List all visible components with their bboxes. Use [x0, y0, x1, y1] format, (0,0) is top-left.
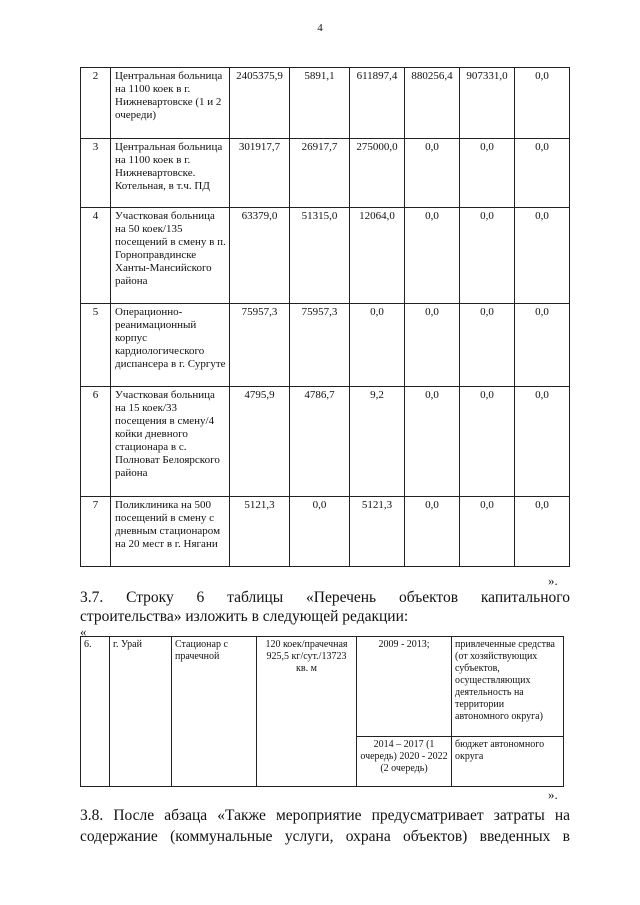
cell-value: 880256,4	[405, 68, 460, 139]
object-name: Поликлиника на 500 посещений в смену с дневным стационаром на 20 мест в г. Нягани	[111, 497, 230, 567]
cell-value: 0,0	[405, 304, 460, 387]
cell-value: 0,0	[405, 139, 460, 208]
table-row	[81, 497, 570, 567]
capacity-cell: 120 коек/прачечная 925,5 кг/сут./13723 кв. м	[257, 637, 357, 787]
cell-value: 51315,0	[290, 208, 350, 304]
paragraph-3-8-line-2: содержание (коммунальные услуги, охрана объектов) введенных в	[80, 828, 570, 845]
row-number: 7	[81, 497, 111, 567]
table-row	[81, 139, 570, 208]
cell-value: 75957,3	[290, 304, 350, 387]
object-name: Участковая больница на 15 коек/33 посещения в смену/4 койки дневного стационара в с. Полноват Белоярского района	[111, 387, 230, 497]
capital-objects-table	[80, 67, 570, 567]
cell-value: 63379,0	[230, 208, 290, 304]
object-name: Центральная больница на 1100 коек в г. Нижневартовске (1 и 2 очереди)	[111, 68, 230, 139]
row-number: 6.	[81, 637, 110, 787]
object-name: Операционно-реанимационный корпус кардиологического диспансера в г. Сургуте	[111, 304, 230, 387]
paragraph-3-8-line-1: 3.8. После абзаца «Также мероприятие предусматривает затраты на	[80, 807, 570, 824]
cell-value: 75957,3	[230, 304, 290, 387]
cell-value: 0,0	[405, 497, 460, 567]
table-row	[81, 68, 570, 139]
cell-value: 611897,4	[350, 68, 405, 139]
cell-value: 0,0	[460, 387, 515, 497]
cell-value: 0,0	[290, 497, 350, 567]
cell-value: 907331,0	[460, 68, 515, 139]
cell-value: 5121,3	[230, 497, 290, 567]
cell-value: 5121,3	[350, 497, 405, 567]
cell-value: 26917,7	[290, 139, 350, 208]
table-row	[81, 637, 564, 737]
cell-value: 4795,9	[230, 387, 290, 497]
cell-value: 9,2	[350, 387, 405, 497]
cell-value: 0,0	[460, 139, 515, 208]
row-number: 2	[81, 68, 111, 139]
cell-value: 0,0	[460, 304, 515, 387]
table-row	[81, 387, 570, 497]
opening-quote: «	[80, 624, 87, 639]
cell-value: 0,0	[515, 387, 570, 497]
city-cell: г. Урай	[110, 637, 172, 787]
cell-value: 0,0	[515, 139, 570, 208]
period-cell: 2009 - 2013;	[357, 637, 452, 737]
closing-quote: ».	[548, 573, 558, 588]
cell-value: 4786,7	[290, 387, 350, 497]
cell-value: 2405375,9	[230, 68, 290, 139]
table-row	[81, 304, 570, 387]
object-cell: Стационар с прачечной	[172, 637, 257, 787]
row-number: 5	[81, 304, 111, 387]
cell-value: 0,0	[405, 208, 460, 304]
row-number: 4	[81, 208, 111, 304]
page-number: 4	[317, 22, 323, 34]
table-row	[81, 208, 570, 304]
row-number: 3	[81, 139, 111, 208]
cell-value: 5891,1	[290, 68, 350, 139]
closing-quote: ».	[548, 787, 558, 802]
cell-value: 0,0	[515, 304, 570, 387]
cell-value: 275000,0	[350, 139, 405, 208]
cell-value: 0,0	[460, 497, 515, 567]
funding-source-cell: бюджет автономного округа	[452, 737, 564, 787]
cell-value: 0,0	[515, 497, 570, 567]
period-cell: 2014 – 2017 (1 очередь) 2020 - 2022 (2 очередь)	[357, 737, 452, 787]
cell-value: 0,0	[515, 68, 570, 139]
object-name: Центральная больница на 1100 коек в г. Нижневартовске. Котельная, в т.ч. ПД	[111, 139, 230, 208]
cell-value: 0,0	[460, 208, 515, 304]
cell-value: 301917,7	[230, 139, 290, 208]
cell-value: 0,0	[515, 208, 570, 304]
cell-value: 0,0	[350, 304, 405, 387]
paragraph-3-7-line-1: 3.7. Строку 6 таблицы «Перечень объектов капитального	[80, 589, 570, 606]
cell-value: 0,0	[405, 387, 460, 497]
cell-value: 12064,0	[350, 208, 405, 304]
replacement-row-table	[80, 636, 564, 787]
funding-source-cell: привлеченные средства (от хозяйствующих субъектов, осуществляющих деятельность на территории автономного округа)	[452, 637, 564, 737]
row-number: 6	[81, 387, 111, 497]
object-name: Участковая больница на 50 коек/135 посещений в смену в п. Горноправдинске Ханты-Мансийского района	[111, 208, 230, 304]
paragraph-3-7-line-2: строительства» изложить в следующей редакции:	[80, 608, 409, 625]
